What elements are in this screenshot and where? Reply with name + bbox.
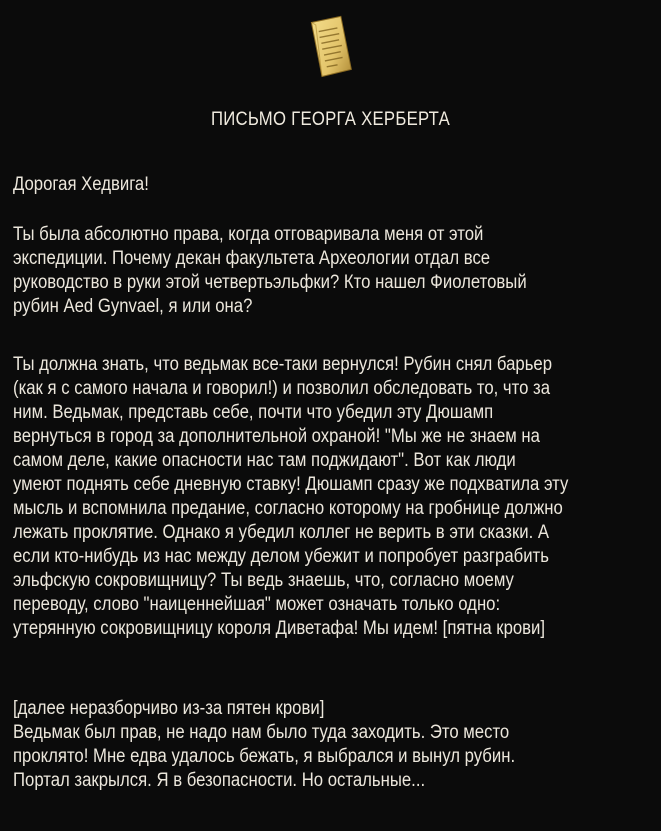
text-line: эльфскую сокровищницу? Ты ведь знаешь, что, согласно моему	[13, 570, 514, 591]
letter-parchment-icon	[307, 14, 355, 80]
text-line: если кто-нибудь из нас между делом убежит и попробует разграбить	[13, 546, 549, 567]
text-line: лежать проклятие. Однако я убедил коллег не верить в эти сказки. А	[13, 522, 550, 543]
text-line: Ты должна знать, что ведьмак все-таки вернулся! Рубин снял барьер	[13, 354, 553, 375]
text-line: Ведьмак был прав, не надо нам было туда заходить. Это место	[13, 722, 510, 743]
text-line: переводу, слово "наиценнейшая" может означать только одно:	[13, 594, 501, 615]
letter-greeting	[13, 173, 647, 197]
text-line: руководство в руки этой четвертьэльфки? Кто нашел Фиолетовый	[13, 272, 527, 293]
text-line: проклято! Мне едва удалось бежать, я выбрался и вынул рубин.	[13, 746, 516, 767]
text-line: утерянную сокровищницу короля Диветафа! Мы идем! [пятна крови]	[13, 618, 546, 639]
text-line: вернуться в город за дополнительной охраной! "Мы же не знаем на	[13, 426, 540, 447]
letter-paragraph-3	[13, 697, 647, 793]
text-line: рубин Aed Gynvael, я или она?	[13, 296, 253, 317]
letter-paragraph-1	[13, 223, 647, 319]
text-line: Портал закрылся. Я в безопасности. Но остальные...	[13, 770, 426, 791]
text-line: экспедиции. Почему декан факультета Археологии отдал все	[13, 248, 491, 269]
text-line: умеют поднять себе дневную ставку! Дюшамп сразу же подхватила эту	[13, 474, 569, 495]
text-line: Ты была абсолютно права, когда отговаривала меня от этой	[13, 224, 484, 245]
text-line: мысль и вспомнила предание, согласно которому на гробнице должно	[13, 498, 563, 519]
letter-title: ПИСЬМО ГЕОРГА ХЕРБЕРТА	[210, 109, 451, 130]
letter-paragraph-2	[13, 353, 647, 641]
text-line: [далее неразборчиво из-за пятен крови]	[13, 698, 325, 719]
text-line: ним. Ведьмак, представь себе, почти что убедил эту Дюшамп	[13, 402, 494, 423]
text-line: самом деле, какие опасности нас там поджидают". Вот как люди	[13, 450, 516, 471]
text-line: (как я с самого начала и говорил!) и позволил обследовать то, что за	[13, 378, 551, 399]
greeting-line: Дорогая Хедвига!	[13, 174, 149, 195]
